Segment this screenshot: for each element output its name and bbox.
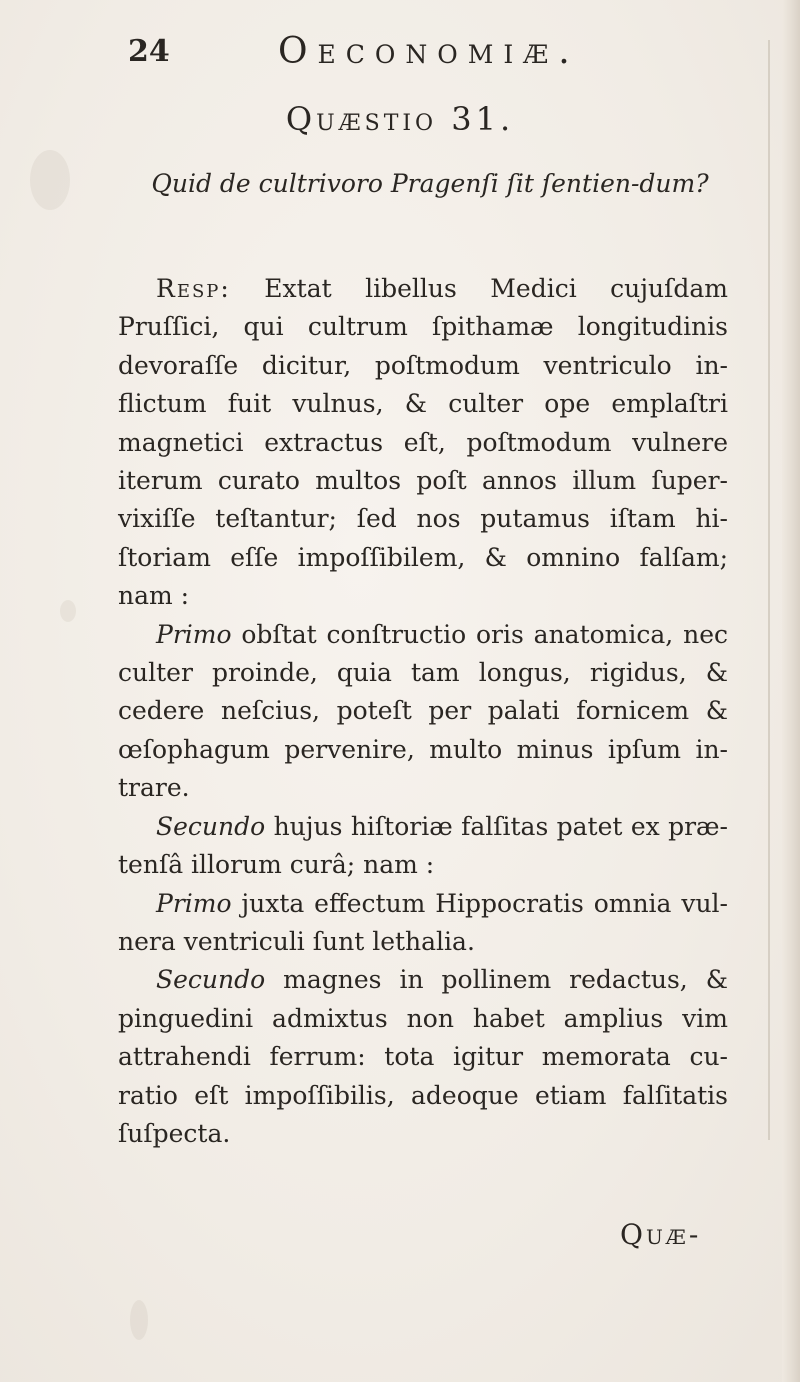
- page-edge: [782, 0, 800, 1382]
- paragraph-lead: Primo: [156, 888, 232, 918]
- paragraph-secundo: [118, 808, 728, 885]
- paragraph-text: Extat libellus Medici cujuſdam Pruſſici, qui cultrum ſpithamæ longitudinis devoraſſe dicitur, poſtmodum ventriculo in-flictum fuit vulnus, & culter ope emplaſtri magnetici extractus eſt, poſtmodum vulnere iterum curato multos poſt annos illum ſuper-vixiſſe teſtantur; ſed nos putamus iſtam hi-ſtoriam eſſe impoſſibilem, & omnino falſam; nam :: [118, 274, 728, 611]
- paper-stain: [30, 150, 70, 210]
- paragraph-lead: Secundo: [156, 811, 266, 841]
- page-number: 24: [128, 33, 170, 69]
- page-header: [128, 26, 648, 76]
- paragraph-text: hujus hiſtoriæ falſitas patet ex præ-tenſâ illorum curâ; nam :: [118, 811, 728, 880]
- question-title: Quæstio 31.: [285, 100, 515, 138]
- paragraph-text: obſtat conſtructio oris anatomica, nec culter proinde, quia tam longus, rigidus, & cedere neſcius, poteſt per palati fornicem & œſophagum pervenire, multo minus ipſum in-trare.: [118, 619, 728, 803]
- paper-stain: [130, 1300, 148, 1340]
- paragraph-lead: Secundo: [156, 965, 266, 995]
- body-text: [118, 270, 728, 1153]
- paper-stain: [60, 600, 76, 622]
- running-head: Oeconomiæ.: [278, 30, 580, 72]
- catchword: Quæ-: [620, 1218, 702, 1251]
- paragraph-primo-sub: [118, 885, 728, 962]
- gutter-line: [768, 40, 770, 1140]
- paragraph-text: magnes in pollinem redactus, & pinguedini admixtus non habet amplius vim attrahendi ferrum: tota igitur memorata cu-ratio eſt impoſſibilis, adeoque etiam falſitatis ſuſpecta.: [118, 965, 728, 1148]
- paragraph-lead: Primo: [156, 619, 232, 649]
- paragraph-text: juxta effectum Hippocratis omnia vul-nera ventriculi ſunt lethalia.: [118, 888, 728, 956]
- paragraph-response: [118, 270, 728, 616]
- paragraph-primo: [118, 616, 728, 808]
- paragraph-secundo-sub: [118, 961, 728, 1153]
- question-text: Quid de cultrivoro Pragenſi ſit ſentien-dum?: [151, 169, 709, 198]
- response-label: Resp:: [156, 274, 231, 303]
